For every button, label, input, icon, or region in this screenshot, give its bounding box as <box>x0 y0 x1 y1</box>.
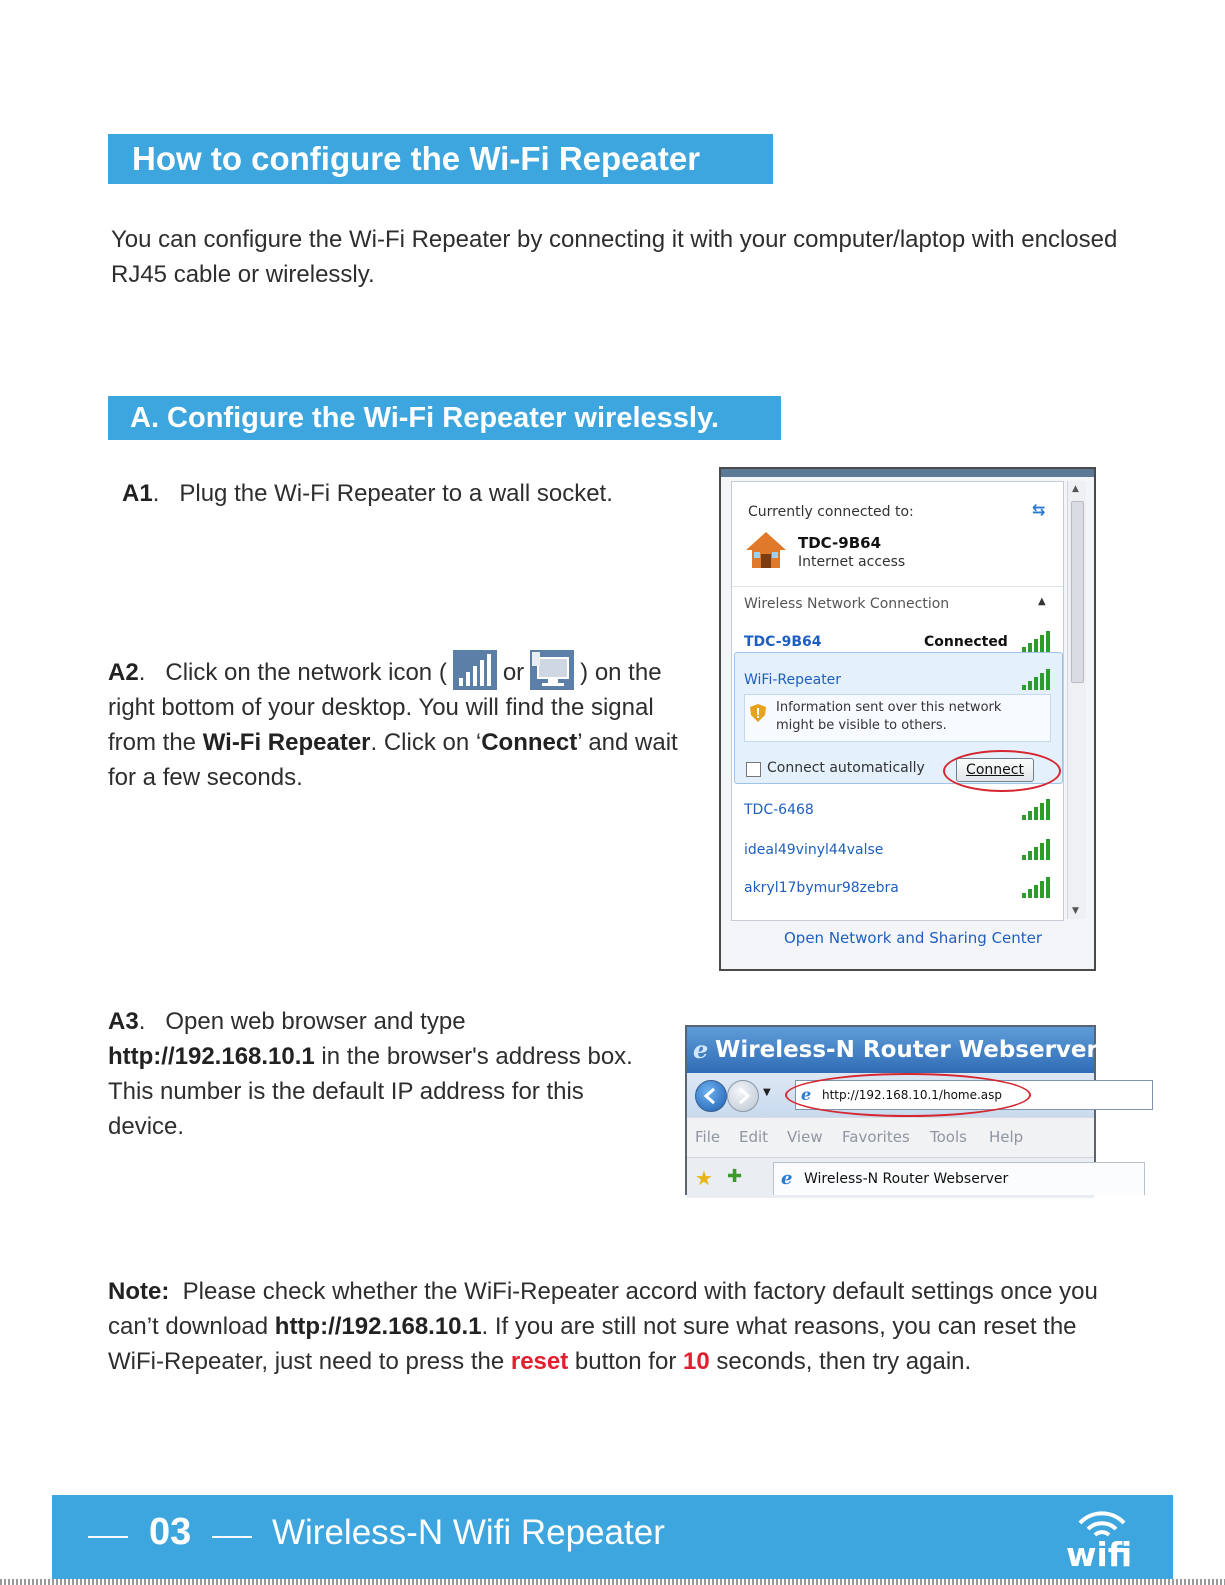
collapse-chevron-icon[interactable]: ▲ <box>1038 596 1046 607</box>
browser-screenshot <box>685 1025 1149 1195</box>
menu-help[interactable]: Help <box>989 1128 1024 1146</box>
step-a3: A3. Open web browser and type http://192.168.10.1 in the browser's address box. This number is the default IP address for this device. <box>108 1008 633 1140</box>
scroll-up-arrow-icon[interactable]: ▲ <box>1072 484 1079 494</box>
step-a2: A2. Click on the network icon ( or ) on the right bottom of your desktop. You will find the signal from the Wi-Fi Repeater. Click on ‘Connect’ and wait for a few seconds. <box>108 650 688 795</box>
signal-bars-icon <box>453 650 497 690</box>
note-reset: reset <box>510 1348 569 1375</box>
network-item-name[interactable]: ideal49vinyl44valse <box>744 842 884 858</box>
menu-view[interactable]: View <box>787 1128 823 1146</box>
signal-strength-icon <box>1022 668 1052 690</box>
panel-scrollbar[interactable] <box>1067 481 1086 919</box>
note-seconds: 10 <box>682 1348 710 1375</box>
network-item-name[interactable]: TDC-6468 <box>744 802 814 818</box>
highlight-ellipse <box>943 750 1061 792</box>
current-network-name: TDC-9B64 <box>798 534 882 552</box>
step-a2-text-1: Click on the network icon ( <box>165 659 447 686</box>
browser-favorites-bar <box>687 1157 1094 1198</box>
signal-strength-icon <box>1022 876 1052 898</box>
step-a3-text-1: Open web browser and type <box>165 1008 466 1035</box>
step-a3-url: http://192.168.10.1 <box>108 1043 315 1070</box>
note-text-4: seconds, then try again. <box>709 1348 972 1375</box>
wired-network-icon <box>530 650 574 690</box>
scroll-thumb[interactable] <box>1071 501 1084 683</box>
ie-logo-icon: e <box>693 1035 709 1064</box>
signal-strength-icon <box>1022 838 1052 860</box>
browser-tab[interactable]: Wireless-N Router Webserver <box>773 1162 1145 1195</box>
browser-title-bar: Wireless-N Router Webserver - W <box>687 1027 1094 1073</box>
browser-menu-bar <box>687 1117 1094 1158</box>
tab-favicon-icon: e <box>781 1168 793 1189</box>
step-a2-text-2: or <box>502 659 525 686</box>
scroll-down-arrow-icon[interactable]: ▼ <box>1072 906 1079 916</box>
footer-page-number: 03 <box>149 1511 192 1553</box>
network-list <box>731 481 1064 921</box>
menu-edit[interactable]: Edit <box>739 1128 769 1146</box>
note-paragraph <box>108 1274 1108 1379</box>
address-highlight-ellipse <box>785 1073 1031 1117</box>
note-text-2: . If you are still not sure what reasons, you can reset the WiFi-Repeater, just need to press the <box>108 1313 1077 1375</box>
step-a2-bold-repeater: Wi-Fi Repeater <box>202 729 371 756</box>
footer-dash-left <box>88 1536 128 1538</box>
step-a3-label: A3 <box>108 1008 139 1035</box>
connect-automatically-checkbox[interactable] <box>746 762 761 777</box>
step-a2-bold-connect: Connect <box>481 729 578 756</box>
favorites-star-icon[interactable]: ★ <box>695 1166 713 1190</box>
footer-dash-right <box>212 1536 252 1538</box>
footer-wifi-logo-text: wifi <box>1066 1535 1133 1574</box>
network-item-status: Connected <box>924 634 1008 650</box>
network-item-name[interactable]: WiFi-Repeater <box>744 672 842 688</box>
connect-automatically-label: Connect automatically <box>767 760 925 776</box>
step-a2-label: A2 <box>108 659 139 686</box>
note-text-1: Please check whether the WiFi-Repeater accord with factory default settings once you can’t download <box>108 1278 1098 1340</box>
footer-title: Wireless-N Wifi Repeater <box>272 1513 665 1552</box>
step-a2-text-3: ) on the right bottom of your desktop. You will find the signal from the <box>108 659 662 756</box>
warning-line-2: might be visible to others. <box>776 718 947 733</box>
history-dropdown-icon[interactable]: ▼ <box>763 1087 771 1098</box>
step-a1-text: Plug the Wi-Fi Repeater to a wall socket. <box>179 480 613 507</box>
step-a2-text-5: ’ and wait for a few seconds. <box>108 729 678 791</box>
divider <box>732 586 1063 587</box>
current-network-status: Internet access <box>798 554 906 570</box>
house-network-icon <box>744 530 788 574</box>
address-bar[interactable]: http://192.168.10.1/home.asp <box>795 1080 1153 1110</box>
back-button[interactable] <box>695 1080 727 1112</box>
network-item-name[interactable]: TDC-9B64 <box>744 634 822 650</box>
panel-top-strip <box>721 469 1094 477</box>
browser-nav-bar <box>687 1073 1094 1117</box>
note-text-3: button for <box>568 1348 683 1375</box>
bottom-edge-strip <box>0 1579 1225 1585</box>
menu-favorites[interactable]: Favorites <box>842 1128 910 1146</box>
step-a2-text-4: . Click on ‘ <box>370 729 482 756</box>
warning-line-1: Information sent over this network <box>776 700 1002 715</box>
signal-strength-icon <box>1022 630 1052 652</box>
page-favicon-icon: e <box>801 1085 812 1104</box>
network-panel-screenshot <box>719 467 1096 971</box>
note-label: Note: <box>108 1278 170 1305</box>
menu-file[interactable]: File <box>695 1128 721 1146</box>
step-a1: A1. Plug the Wi-Fi Repeater to a wall socket. <box>122 480 613 507</box>
currently-connected-label: Currently connected to: <box>748 504 914 520</box>
shield-warning-icon <box>750 704 766 726</box>
step-a1-label: A1 <box>122 480 153 507</box>
wireless-connection-label: Wireless Network Connection <box>744 596 950 612</box>
step-a3-text-2: in the browser's address box. This number is the default IP address for this device. <box>108 1043 633 1140</box>
note-url: http://192.168.10.1 <box>274 1313 482 1340</box>
menu-tools[interactable]: Tools <box>930 1128 967 1146</box>
add-favorite-icon[interactable]: ✚ <box>727 1166 743 1187</box>
forward-button[interactable] <box>727 1080 759 1112</box>
open-network-center-link[interactable]: Open Network and Sharing Center <box>784 929 1043 947</box>
connect-button[interactable]: Connect <box>956 758 1034 782</box>
signal-strength-icon <box>1022 798 1052 820</box>
page-footer <box>52 1495 1173 1579</box>
refresh-icon[interactable]: ⇆ <box>1032 500 1046 519</box>
main-heading: How to configure the Wi-Fi Repeater <box>108 134 773 184</box>
network-item-name[interactable]: akryl17bymur98zebra <box>744 880 899 896</box>
intro-paragraph: You can configure the Wi-Fi Repeater by connecting it with your computer/laptop with enclosed RJ45 cable or wirelessly. <box>111 226 1118 288</box>
section-a-heading: A. Configure the Wi-Fi Repeater wirelessly. <box>108 396 781 440</box>
